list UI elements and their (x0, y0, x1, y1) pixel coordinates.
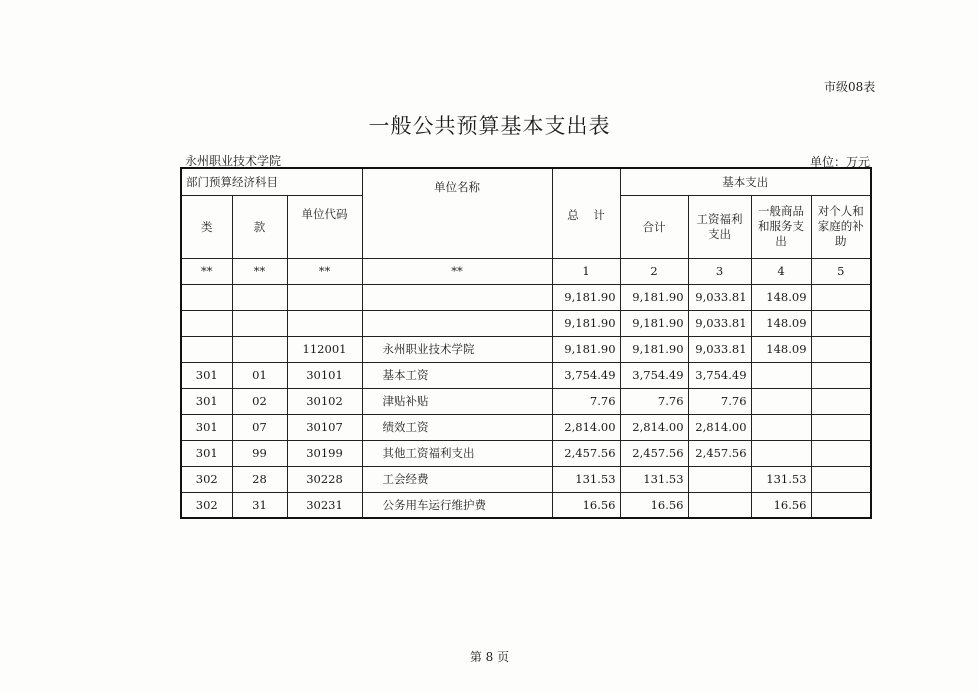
kuan-cell: 99 (232, 440, 287, 466)
goods-services-cell: 16.56 (751, 492, 811, 518)
unit-name-cell: 绩效工资 (362, 414, 552, 440)
goods-services-cell: 148.09 (751, 336, 811, 362)
header-unit-code: 单位代码 (287, 195, 362, 258)
table-row (181, 440, 871, 466)
lei-cell: 301 (181, 388, 232, 414)
form-code: 市级08表 (824, 80, 876, 94)
lei-cell (181, 336, 232, 362)
header-salary-welfare: 工资福利支出 (688, 195, 751, 258)
goods-services-cell (751, 414, 811, 440)
header-personal-family: 对个人和家庭的补助 (811, 195, 871, 258)
lei-cell (181, 284, 232, 310)
index-cell: 2 (620, 258, 688, 284)
total-cell: 9,181.90 (552, 284, 620, 310)
unit-code-cell: 30228 (287, 466, 362, 492)
personal-family-cell (811, 310, 871, 336)
salary-welfare-cell: 2,814.00 (688, 414, 751, 440)
unit-name-cell: 工会经费 (362, 466, 552, 492)
header-lei: 类 (181, 195, 232, 258)
table-row (181, 388, 871, 414)
salary-welfare-cell (688, 492, 751, 518)
goods-services-cell: 131.53 (751, 466, 811, 492)
subtotal-cell: 9,181.90 (620, 336, 688, 362)
salary-welfare-cell: 2,457.56 (688, 440, 751, 466)
kuan-cell (232, 336, 287, 362)
subtotal-cell: 2,457.56 (620, 440, 688, 466)
unit-name-cell (362, 310, 552, 336)
kuan-cell: 31 (232, 492, 287, 518)
unit-name-cell: 基本工资 (362, 362, 552, 388)
unit-code-cell: 30101 (287, 362, 362, 388)
index-cell: ** (362, 258, 552, 284)
unit-name-cell: 津贴补贴 (362, 388, 552, 414)
personal-family-cell (811, 362, 871, 388)
index-row (181, 258, 871, 284)
salary-welfare-cell: 7.76 (688, 388, 751, 414)
goods-services-cell: 148.09 (751, 310, 811, 336)
index-cell: 3 (688, 258, 751, 284)
kuan-cell: 02 (232, 388, 287, 414)
unit-name-cell: 其他工资福利支出 (362, 440, 552, 466)
personal-family-cell (811, 284, 871, 310)
index-cell: ** (232, 258, 287, 284)
table-row (181, 362, 871, 388)
index-cell: 5 (811, 258, 871, 284)
personal-family-cell (811, 388, 871, 414)
page-footer: 第 8 页 (469, 650, 510, 664)
total-cell: 9,181.90 (552, 336, 620, 362)
personal-family-cell (811, 440, 871, 466)
lei-cell (181, 310, 232, 336)
total-cell: 3,754.49 (552, 362, 620, 388)
salary-welfare-cell: 9,033.81 (688, 310, 751, 336)
unit-code-cell (287, 310, 362, 336)
header-unit-name: 单位名称 (362, 168, 552, 258)
subtotal-cell: 2,814.00 (620, 414, 688, 440)
kuan-cell: 28 (232, 466, 287, 492)
table-row (181, 466, 871, 492)
goods-services-cell (751, 388, 811, 414)
header-econ-subject: 部门预算经济科目 (181, 168, 362, 195)
total-cell: 16.56 (552, 492, 620, 518)
unit-name-cell: 永州职业技术学院 (362, 336, 552, 362)
unit-code-cell: 30107 (287, 414, 362, 440)
header-total: 总 计 (552, 168, 620, 258)
lei-cell: 302 (181, 492, 232, 518)
subtotal-cell: 131.53 (620, 466, 688, 492)
lei-cell: 301 (181, 414, 232, 440)
index-cell: ** (181, 258, 232, 284)
table-row (181, 492, 871, 518)
total-cell: 7.76 (552, 388, 620, 414)
unit-code-cell: 112001 (287, 336, 362, 362)
unit-name-cell (362, 284, 552, 310)
unit-label: 单位：万元 (810, 155, 871, 169)
table-row (181, 310, 871, 336)
lei-cell: 302 (181, 466, 232, 492)
header-subtotal: 合计 (620, 195, 688, 258)
unit-code-cell: 30199 (287, 440, 362, 466)
organization-name: 永州职业技术学院 (185, 154, 282, 168)
subtotal-cell: 9,181.90 (620, 284, 688, 310)
goods-services-cell: 148.09 (751, 284, 811, 310)
lei-cell: 301 (181, 440, 232, 466)
page-title: 一般公共预算基本支出表 (368, 114, 611, 138)
kuan-cell (232, 284, 287, 310)
total-cell: 2,457.56 (552, 440, 620, 466)
subtotal-cell: 16.56 (620, 492, 688, 518)
unit-code-cell: 30102 (287, 388, 362, 414)
header-goods-services: 一般商品和服务支出 (751, 195, 811, 258)
index-cell: ** (287, 258, 362, 284)
kuan-cell: 01 (232, 362, 287, 388)
lei-cell: 301 (181, 362, 232, 388)
salary-welfare-cell: 9,033.81 (688, 336, 751, 362)
total-cell: 131.53 (552, 466, 620, 492)
index-cell: 1 (552, 258, 620, 284)
subtotal-cell: 7.76 (620, 388, 688, 414)
total-cell: 2,814.00 (552, 414, 620, 440)
unit-code-cell (287, 284, 362, 310)
unit-code-cell: 30231 (287, 492, 362, 518)
salary-welfare-cell: 3,754.49 (688, 362, 751, 388)
index-cell: 4 (751, 258, 811, 284)
salary-welfare-cell: 9,033.81 (688, 284, 751, 310)
table-row (181, 284, 871, 310)
subtotal-cell: 9,181.90 (620, 310, 688, 336)
budget-table (180, 167, 872, 519)
kuan-cell: 07 (232, 414, 287, 440)
table-row (181, 336, 871, 362)
header-kuan: 款 (232, 195, 287, 258)
header-basic: 基本支出 (620, 168, 871, 195)
total-cell: 9,181.90 (552, 310, 620, 336)
kuan-cell (232, 310, 287, 336)
goods-services-cell (751, 440, 811, 466)
subtotal-cell: 3,754.49 (620, 362, 688, 388)
table-row (181, 414, 871, 440)
personal-family-cell (811, 466, 871, 492)
personal-family-cell (811, 336, 871, 362)
personal-family-cell (811, 492, 871, 518)
personal-family-cell (811, 414, 871, 440)
unit-name-cell: 公务用车运行维护费 (362, 492, 552, 518)
salary-welfare-cell (688, 466, 751, 492)
goods-services-cell (751, 362, 811, 388)
